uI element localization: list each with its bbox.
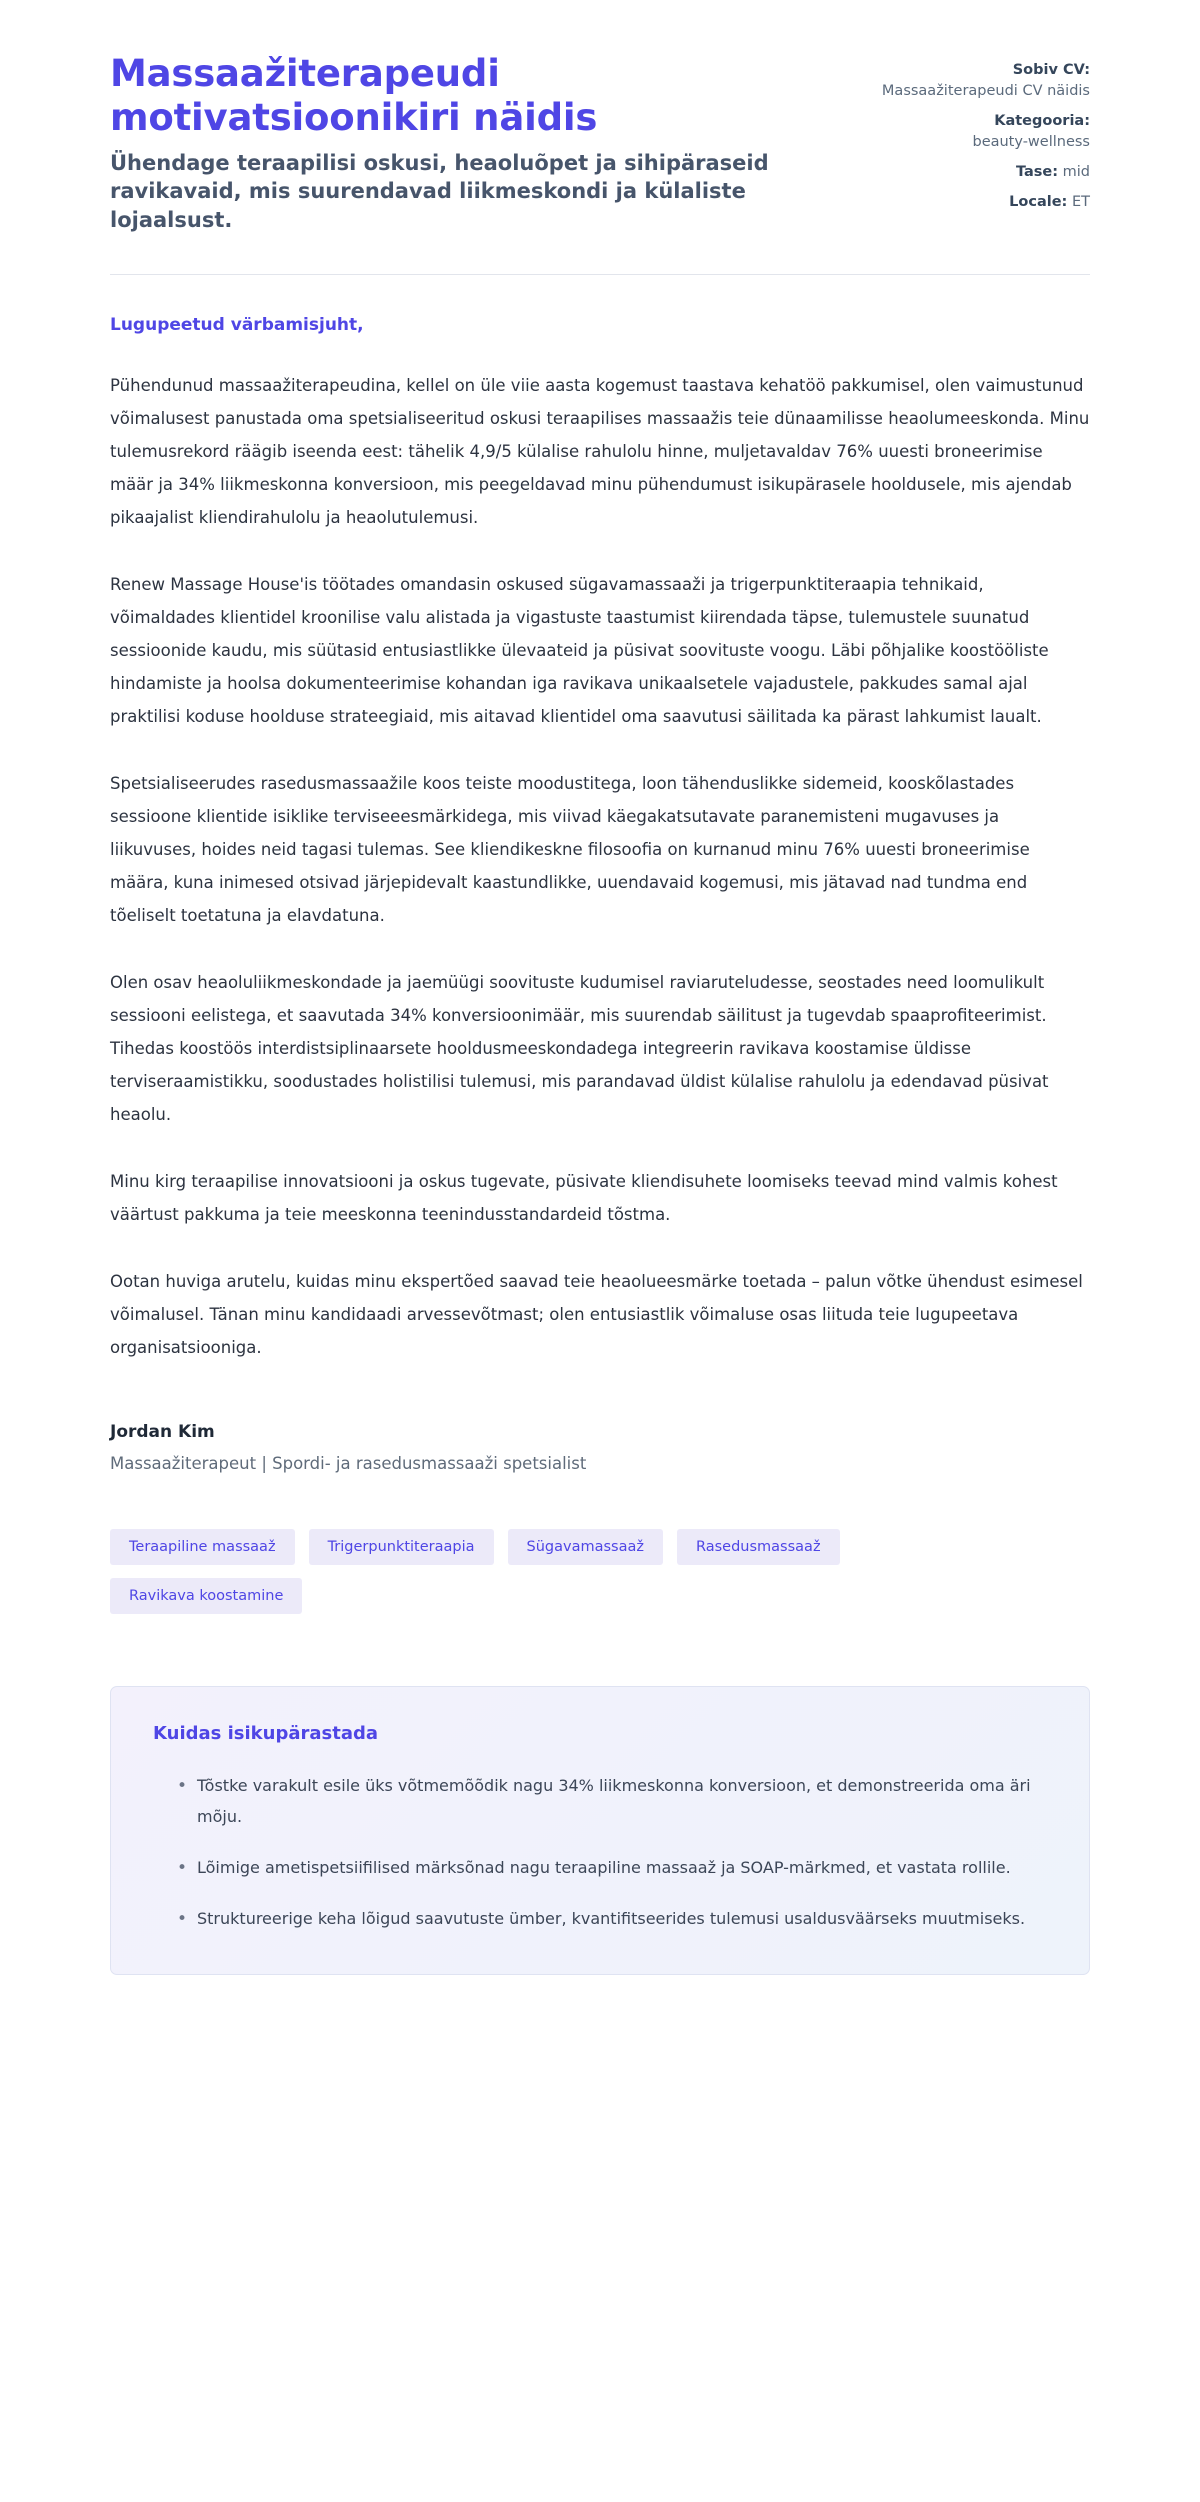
signature-role: Massaažiterapeut | Spordi- ja rasedusmassaaži spetsialist (110, 1453, 587, 1473)
letter-paragraph: Renew Massage House'is töötades omandasin oskused sügavamassaaži ja trigerpunktiteraapia tehnikaid, võimaldades klientidel kroonilise valu alistada ja vigastuste taastumist kiirendada täpse, tulemustele suunatud sessioonide kaudu, mis süütasid entusiastlikke ülevaateid ja püsivat soovituste voogu. Läbi põhjalike koostööliste hindamiste ja hoolsa dokumenteerimise kohandan iga ravikava unikaalsetele vajadustele, pakkudes samal ajal praktilisi koduse hoolduse strateegiaid, mis aitavad klientidel oma saavutusi säilitada ka pärast lahkumist laualt. (110, 574, 1049, 726)
skill-tag[interactable]: Ravikava koostamine (110, 1578, 302, 1614)
letter-paragraph: Minu kirg teraapilise innovatsiooni ja oskus tugevate, püsivate kliendisuhete loomiseks teevad mind valmis kohest väärtust pakkuma ja teie meeskonna teenindusstandardeid tõstma. (110, 1171, 1058, 1224)
skill-tag-list (110, 1529, 940, 1614)
meta-level (882, 162, 1090, 183)
page-subtitle: Ühendage teraapilisi oskusi, heaoluõpet ja sihipäraseid ravikavaid, mis suurendavad liikmeskondi ja külaliste lojaalsust. (110, 151, 769, 232)
letter-paragraph: Spetsialiseerudes rasedusmassaažile koos teiste moodustitega, loon tähenduslikke sidemeid, kooskõlastades sessioone klientide isiklike terviseeesmärkidega, mis viivad käegakatsutavate paranemisteni mugavuses ja liikuvuses, hoides neid tagasi tulemas. See kliendikeskne filosoofia on kurnanud minu 76% uuesti broneerimise määra, kuna inimesed otsivad järjepidevalt kaastundlikke, uuendavaid kogemusi, mis jätavad nad tundma end tõeliselt toetatuna ja elavdatuna. (110, 773, 1030, 925)
signature-name: Jordan Kim (110, 1421, 215, 1442)
skill-tag[interactable]: Trigerpunktiteraapia (309, 1529, 494, 1565)
document-header (110, 52, 1090, 234)
skill-tag[interactable]: Teraapiline massaaž (110, 1529, 295, 1565)
callout-list (153, 1770, 1047, 1935)
letter-salutation: Lugupeetud värbamisjuht, (110, 314, 364, 335)
letter-paragraph: Olen osav heaoluliikmeskondade ja jaemüügi soovituste kudumisel raviaruteludesse, seostades need loomulikult sessiooni eelistega, et saavutada 34% konversioonimäär, mis suurendab säilitust ja tugevdab spaaprofiteerimist. Tihedas koostöös interdistsiplinaarsete hooldusmeeskondadega integreerin ravikava koostamise üldisse terviseraamistikku, soodustades holistilisi tulemusi, mis parandavad üldist külalise rahulolu ja edendavad püsivat heaolu. (110, 972, 1049, 1124)
meta-category-value: beauty-wellness (972, 134, 1090, 151)
skill-tag[interactable]: Rasedusmassaaž (677, 1529, 840, 1565)
header-title-block (110, 52, 842, 234)
callout-title: Kuidas isikupärastada (153, 1722, 379, 1744)
callout-list-item: • Lõimige ametispetsiifilised märksõnad nagu teraapiline massaaž ja SOAP-märkmed, et vastata rollile. (177, 1852, 1047, 1883)
personalisation-callout (110, 1686, 1090, 1976)
skill-tag[interactable]: Sügavamassaaž (508, 1529, 663, 1565)
document-metadata (882, 52, 1090, 215)
meta-matching-cv-value: Massaažiterapeudi CV näidis (881, 83, 1090, 100)
callout-list-item: • Struktureerige keha lõigud saavutuste ümber, kvantifitseerides tulemusi usaldusväärseks muutmiseks. (177, 1903, 1047, 1934)
meta-matching-cv (882, 60, 1090, 102)
meta-locale (882, 192, 1090, 213)
meta-category-label: Kategooria: (994, 113, 1090, 130)
page-title: Massaažiterapeudi motivatsioonikiri näidis (110, 52, 598, 139)
callout-list-item: • Tõstke varakult esile üks võtmemõõdik nagu 34% liikmeskonna konversioon, et demonstreerida oma äri mõju. (177, 1770, 1047, 1832)
letter-paragraph: Pühendunud massaažiterapeudina, kellel on üle viie aasta kogemust taastava kehatöö pakkumisel, olen vaimustunud võimalusest panustada oma spetsialiseeritud oskusi teraapilises massaažis teie dünaamilisse heaolumeeskonda. Minu tulemusrekord räägib iseenda eest: tähelik 4,9/5 külalise rahulolu hinne, muljetavaldav 76% uuesti broneerimise määr ja 34% liikmeskonna konversioon, mis peegeldavad minu pühendumust isikupärasele hooldusele, mis ajendab pikaajalist kliendirahulolu ja heaolutulemusi. (110, 375, 1090, 527)
letter-paragraph: Ootan huviga arutelu, kuidas minu ekspertõed saavad teie heaolueesmärke toetada – palun võtke ühendust esimesel võimalusel. Tänan minu kandidaadi arvessevõtmast; olen entusiastlik võimaluse osas liituda teie lugupeetava organisatsiooniga. (110, 1271, 1083, 1357)
meta-matching-cv-label: Sobiv CV: (1012, 62, 1090, 78)
meta-locale-label: Locale: (1009, 194, 1068, 211)
meta-category (882, 111, 1090, 153)
meta-level-value: mid (1062, 164, 1090, 181)
cover-letter-body (110, 275, 1090, 1976)
meta-level-label: Tase: (1015, 164, 1059, 181)
letter-signature (110, 1422, 1090, 1473)
meta-locale-value: ET (1071, 194, 1090, 211)
